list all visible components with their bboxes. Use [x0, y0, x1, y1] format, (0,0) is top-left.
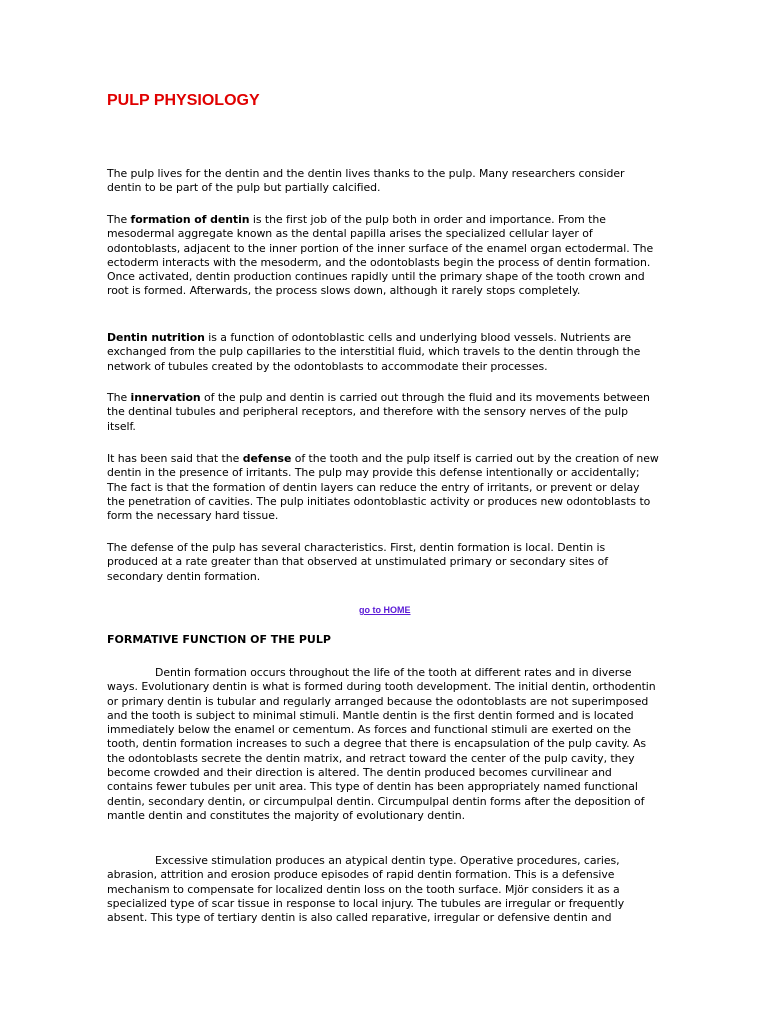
paragraph-innervation: [107, 391, 659, 434]
bold-term: defense: [242, 452, 292, 465]
paragraph-text: is a function of odontoblastic cells and underlying blood vessels. Nutrients are exchanged from the pulp capillaries to the interstitial fluid, which travels to the dentin through the network of tubules created by the odontoblasts to accommodate their processes.: [107, 331, 641, 373]
bold-term: Dentin nutrition: [107, 331, 205, 344]
paragraph-text: is the first job of the pulp both in order and importance. From the mesodermal aggregate known as the dental papilla arises the specialized cellular layer of odontoblasts, adjacent to the inner portion of the inner surface of the enamel organ ectodermal. The ectoderm interacts with the mesoderm, and the odontoblasts begin the process of dentin formation. Once activated, dentin production continues rapidly until the primary shape of the tooth crown and root is formed. Afterwards, the process slows down, although it rarely stops completely.: [107, 213, 654, 298]
paragraph-text: The defense of the pulp has several characteristics. First, dentin formation is local. Dentin is produced at a rate greater than that observed at unstimulated primary or secondary sites of secondary dentin formation.: [107, 541, 609, 583]
home-link[interactable]: go to HOME: [359, 605, 411, 615]
paragraph-text: It has been said that the: [107, 452, 243, 465]
bold-term: innervation: [130, 391, 201, 404]
paragraph-dentin-formation: [107, 666, 659, 823]
paragraph-nutrition: [107, 331, 659, 374]
bold-term: formation of dentin: [130, 213, 250, 226]
paragraph-intro: [107, 167, 659, 196]
paragraph-formation: [107, 213, 659, 299]
section-heading: FORMATIVE FUNCTION OF THE PULP: [107, 633, 331, 646]
page-title: PULP PHYSIOLOGY: [107, 92, 260, 109]
paragraph-text: of the pulp and dentin is carried out through the fluid and its movements between the dentinal tubules and peripheral receptors, and therefore with the sensory nerves of the pulp itself.: [107, 391, 650, 433]
paragraph-text: The pulp lives for the dentin and the dentin lives thanks to the pulp. Many researchers consider dentin to be part of the pulp but partially calcified.: [107, 167, 625, 195]
paragraph-excessive-stimulation: [107, 854, 659, 925]
paragraph-defense-characteristics: [107, 541, 659, 584]
paragraph-defense: [107, 452, 659, 523]
paragraph-text: The: [107, 391, 131, 404]
paragraph-text: Excessive stimulation produces an atypical dentin type. Operative procedures, caries, abrasion, attrition and erosion produce episodes of rapid dentin formation. This is a defensive mechanism to compensate for localized dentin loss on the tooth surface. Mjör considers it as a specialized type of scar tissue in response to local injury. The tubules are irregular or frequently absent. This type of tertiary dentin is also called reparative, irregular or defensive dentin and: [107, 854, 625, 925]
paragraph-text: of the tooth and the pulp itself is carried out by the creation of new dentin in the presence of irritants. The pulp may provide this defense intentionally or accidentally; The fact is that the formation of dentin layers can reduce the entry of irritants, or prevent or delay the penetration of cavities. The pulp initiates odontoblastic activity or produces new odontoblasts to form the necessary hard tissue.: [107, 452, 659, 523]
paragraph-text: The: [107, 213, 131, 226]
paragraph-text: Dentin formation occurs throughout the life of the tooth at different rates and in diverse ways. Evolutionary dentin is what is formed during tooth development. The initial dentin, orthodentin or primary dentin is tubular and regularly arranged because the odontoblasts are not superimposed and the tooth is subject to minimal stimuli. Mantle dentin is the first dentin formed and is located immediately below the enamel or cementum. As forces and functional stimuli are exerted on the tooth, dentin formation increases to such a degree that there is encapsulation of the pulp cavity. As the odontoblasts secrete the dentin matrix, and retract toward the center of the pulp cavity, they become crowded and their direction is altered. The dentin produced becomes curvilinear and contains fewer tubules per unit area. This type of dentin has been appropriately named functional dentin, secondary dentin, or circumpulpal dentin. Circumpulpal dentin forms after the deposition of mantle dentin and constitutes the majority of evolutionary dentin.: [107, 666, 656, 822]
